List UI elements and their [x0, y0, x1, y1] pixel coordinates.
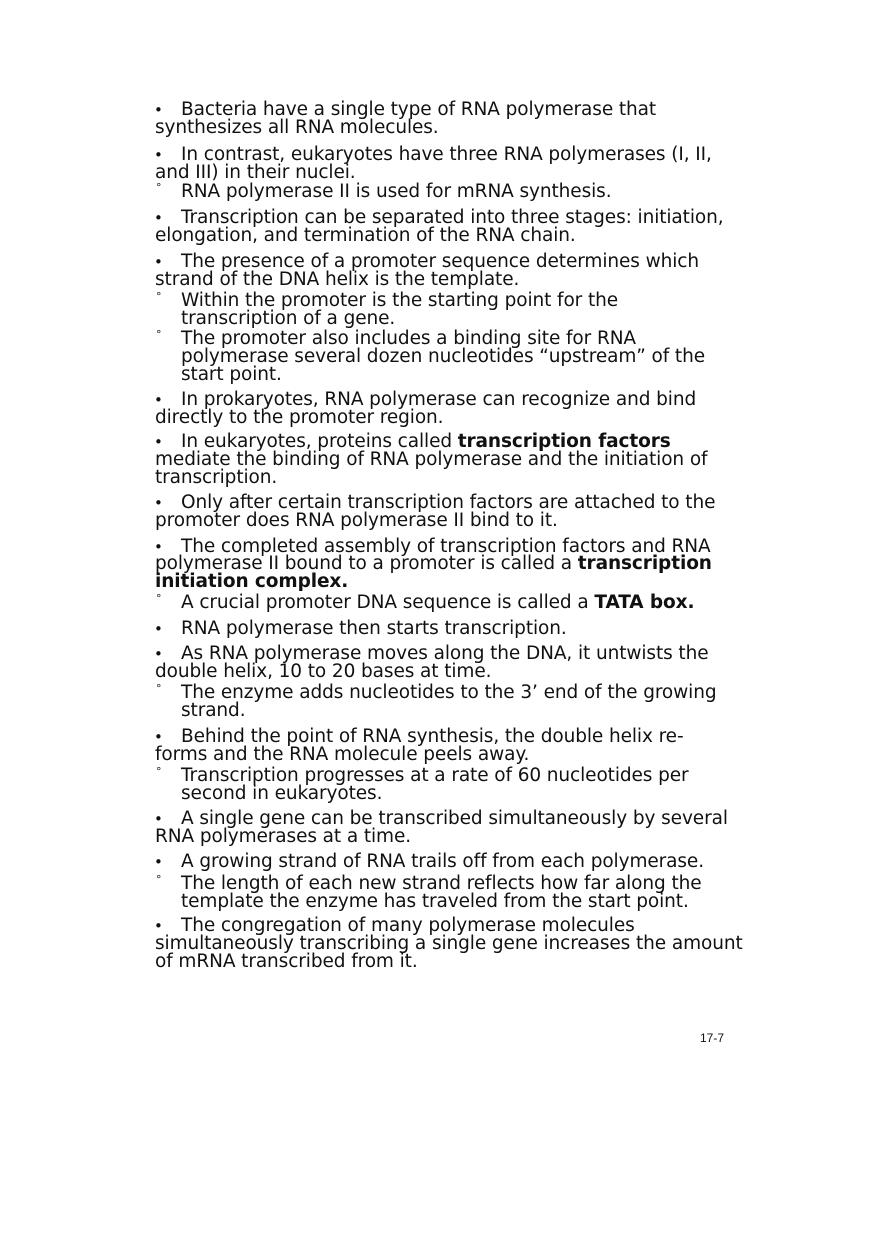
text-line: The promoter also includes a binding site for RNA — [181, 328, 636, 349]
text-line: promoter does RNA polymerase II bind to it. — [155, 510, 558, 531]
bullet-marker: • — [154, 494, 163, 512]
bullet-marker: • — [154, 810, 163, 828]
text-line: synthesizes all RNA molecules. — [155, 117, 439, 138]
key-term: transcription — [577, 553, 712, 574]
sub-bullet-marker: ° — [156, 290, 162, 303]
text-line: The enzyme adds nucleotides to the 3’ end of the growing — [181, 682, 717, 703]
text-line: A growing strand of RNA trails off from each polymerase. — [181, 851, 704, 872]
text-line: template the enzyme has traveled from the start point. — [181, 891, 689, 912]
text-line: Bacteria have a single type of RNA polymerase that — [181, 99, 657, 120]
bullet-marker: • — [154, 209, 163, 227]
bullet-marker: • — [154, 853, 163, 871]
key-term: initiation complex. — [155, 571, 349, 592]
text-line: polymerase several dozen nucleotides “upstream” of the — [181, 346, 705, 367]
bullet-marker: • — [154, 645, 163, 663]
text-line: and III) in their nuclei. — [155, 162, 356, 183]
text-line: simultaneously transcribing a single gene increases the amount — [155, 933, 743, 954]
sub-bullet-marker: ° — [156, 765, 162, 778]
text-line: The congregation of many polymerase molecules — [181, 915, 635, 936]
text-line: As RNA polymerase moves along the DNA, it untwists the — [181, 643, 709, 664]
text-line: RNA polymerase II is used for mRNA synthesis. — [181, 181, 612, 202]
bullet-marker: • — [154, 433, 163, 451]
key-term: TATA box. — [594, 592, 695, 613]
bullet-marker: • — [154, 253, 163, 271]
text-line: strand. — [181, 700, 246, 721]
text-line: RNA polymerase then starts transcription. — [181, 618, 567, 639]
page-number: 17-7 — [700, 1031, 725, 1045]
sub-bullet-marker: ° — [156, 682, 162, 695]
text-line: second in eukaryotes. — [181, 783, 383, 804]
text-line: RNA polymerases at a time. — [155, 826, 412, 847]
text-line: transcription of a gene. — [181, 308, 396, 329]
bullet-marker: • — [154, 538, 163, 556]
text-line: elongation, and termination of the RNA chain. — [155, 225, 576, 246]
sub-bullet-marker: ° — [156, 181, 162, 194]
bullet-marker: • — [154, 728, 163, 746]
sub-bullet-marker: ° — [156, 592, 162, 605]
text-line — [155, 573, 348, 591]
text-line: A single gene can be transcribed simultaneously by several — [181, 808, 728, 829]
text-run: A crucial promoter DNA sequence is called a — [181, 592, 595, 613]
text-line: The length of each new strand reflects how far along the — [181, 873, 702, 894]
text-line: directly to the promoter region. — [155, 407, 444, 428]
text-line: The presence of a promoter sequence determines which — [181, 251, 699, 272]
text-line: Within the promoter is the starting point for the — [181, 290, 619, 311]
bullet-marker: • — [154, 146, 163, 164]
bullet-marker: • — [154, 101, 163, 119]
text-line: The completed assembly of transcription factors and RNA — [181, 536, 711, 557]
bullet-marker: • — [154, 620, 163, 638]
text-line: In prokaryotes, RNA polymerase can recognize and bind — [181, 389, 697, 410]
bullet-marker: • — [154, 391, 163, 409]
text-line: strand of the DNA helix is the template. — [155, 269, 520, 290]
text-line: In contrast, eukaryotes have three RNA polymerases (I, II, — [181, 144, 712, 165]
text-line: mediate the binding of RNA polymerase and the initiation of — [155, 449, 708, 470]
text-line: transcription. — [155, 467, 278, 488]
key-term: transcription factors — [457, 431, 671, 452]
text-run: In eukaryotes, proteins called — [181, 431, 458, 452]
text-line: Only after certain transcription factors are attached to the — [181, 492, 716, 513]
text-run: polymerase II bound to a promoter is called a — [155, 553, 578, 574]
sub-bullet-marker: ° — [156, 328, 162, 341]
text-line — [181, 594, 694, 612]
text-line: double helix, 10 to 20 bases at time. — [155, 661, 492, 682]
text-line: Transcription progresses at a rate of 60 nucleotides per — [181, 765, 689, 786]
text-line: of mRNA transcribed from it. — [155, 951, 418, 972]
text-line: start point. — [181, 364, 282, 385]
text-line: forms and the RNA molecule peels away. — [155, 744, 530, 765]
text-line: Behind the point of RNA synthesis, the double helix re- — [181, 726, 684, 747]
sub-bullet-marker: ° — [156, 873, 162, 886]
bullet-marker: • — [154, 917, 163, 935]
text-line: Transcription can be separated into three stages: initiation, — [181, 207, 724, 228]
